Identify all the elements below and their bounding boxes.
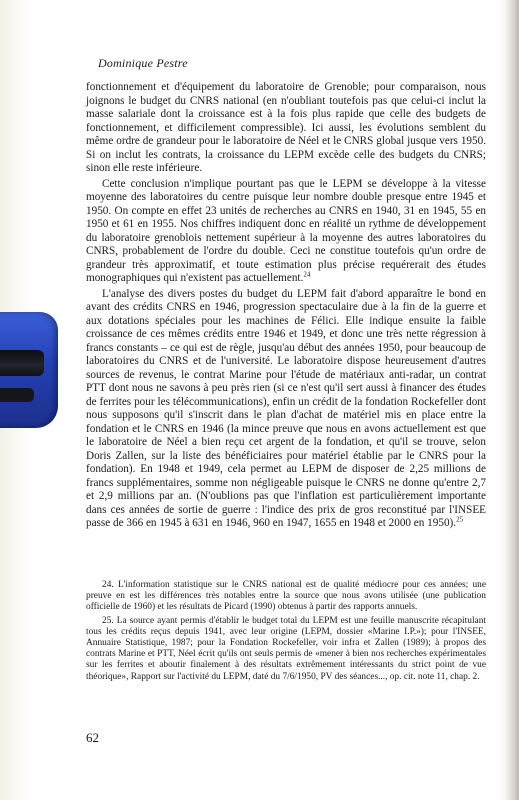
- footnote-ref-25: 25: [456, 515, 464, 524]
- page-number: 62: [86, 730, 99, 745]
- footnote-24: 24. L'information statistique sur le CNRS national est de qualité médiocre pour ces années; une preuve en est les différences très notables entre la source que nous avons utilisée (une publication officielle de 1960) et les résultats de Picard (1990) obtenus à partir des rapports annuels.: [86, 580, 486, 613]
- binder-clip: [0, 302, 62, 438]
- footnotes: [86, 580, 486, 683]
- footnote-ref-24: 24: [303, 270, 311, 279]
- binder-clip-band: [0, 350, 44, 376]
- paragraph-2: Cette conclusion n'implique pourtant pas que le LEPM se développe à la vitesse moyenne des laboratoires du centre puisque leur nombre double presque entre 1945 et 1950. On compte en effet 23 unités de recherches au CNRS en 1940, 31 en 1945, 55 en 1950 et 61 en 1955. Nos chiffres indiquent donc en réalité un rythme de développement du laboratoire grenoblois nettement supérieur à la moyenne des autres laboratoires du CNRS, probablement de l'ordre du double. Ceci ne constitue toutefois qu'un ordre de grandeur très approximatif, et toute estimation plus précise requérerait des études monographiques qui n'existent pas actuellement.$^{24}$: [86, 177, 486, 284]
- binder-clip-lower-band: [0, 388, 34, 402]
- paragraph-1: fonctionnement et d'équipement du laboratoire de Grenoble; pour comparaison, nous joignons le budget du CNRS national (en n'oubliant toutefois pas que celui-ci inclut la masse salariale dont la croissance est à la fois plus rapide que celle des budgets de fonctionnement, et difficilement compressible). Ici aussi, les évolutions semblent du même ordre de grandeur pour le laboratoire de Néel et le CNRS global jusque vers 1950. Si on inclut les contrats, la croissance du LEPM excède celle des budgets du CNRS; sinon elle reste inférieure.: [86, 81, 486, 174]
- paragraph-3: L'analyse des divers postes du budget du LEPM fait d'abord apparaître le bond en avant des crédits CNRS en 1946, progression spectaculaire due à la fin de la guerre et aux dotations spéciales pour les machines de Félici. Elle indique ensuite la faible croissance de ces mêmes crédits entre 1946 et 1949, et donc une très nette régression à francs constants – ce qui est de règle, jusqu'au début des années 1950, pour beaucoup de laboratoires du CNRS et de l'université. Le laboratoire dispose heureusement d'autres sources de revenus, le contrat Marine pour l'étude de matériaux anti-radar, un contrat PTT dont nous ne savons à peu près rien (si ce n'est qu'il sert aussi à financer des études de ferrites pour les télécommunications), enfin un crédit de la fondation Rockefeller dont nous supposons qu'il s'inscrit dans le plan d'achat de matériel mis en place entre la fondation et le CNRS en 1946 (la mince preuve que nous en avons actuellement est que le laboratoire de Néel a bien reçu cet argent de la fondation, et qu'il se trouve, selon Doris Zallen, sur la liste des bénéficiaires pour matériel établie par le CNRS pour la fondation). En 1948 et 1949, cela permet au LEPM de disposer de 2,25 millions de francs supplémentaires, somme non négligeable puisque le CNRS ne donne qu'entre 2,7 et 2,9 millions par an. (N'oublions pas que l'inflation est particulièrement importante dans ces années de sortie de guerre : l'indice des prix de gros reconstitué par l'INSEE passe de 366 en 1945 à 631 en 1946, 960 en 1947, 1655 en 1948 et 2000 en 1950).$^{25}$: [86, 287, 486, 529]
- running-header: Dominique Pestre: [98, 56, 188, 70]
- body-text: [86, 81, 486, 531]
- page-spine-shadow: [505, 0, 519, 800]
- footnote-25: 25. La source ayant permis d'établir le budget total du LEPM est une feuille manuscrite récapitulant tous les crédits reçus depuis 1941, avec leur origine (LEPM, dossier «Marine I.P.»); pour l'INSEE, Annuaire Statistique, 1987; pour la Fondation Rockefeller, voir infra et Zallen (1989); à propos des contrats Marine et PTT, Néel écrit qu'ils ont seuls permis de «mener à bien nos recherches expérimentales sur les ferrites et aboutir finalement à des résultats extrêmement intéressants du strict point de vue théorique», Rapport sur l'activité du LEPM, daté du 7/6/1950, PV des séances..., op. cit. note 11, chap. 2.: [86, 615, 486, 682]
